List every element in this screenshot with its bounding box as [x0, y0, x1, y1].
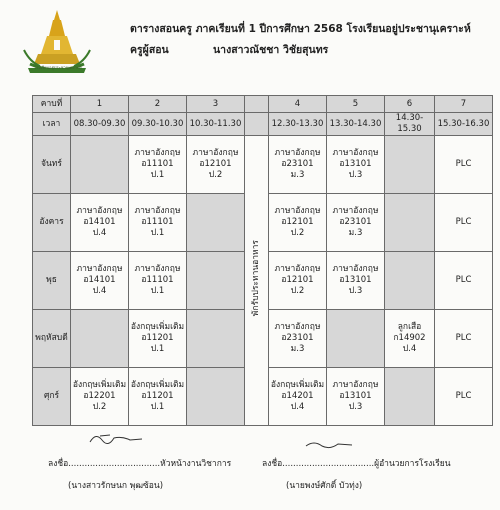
right-signature-scribble: [300, 436, 360, 452]
grade-level: ป.2: [208, 170, 223, 180]
grade-level: ป.1: [150, 228, 165, 238]
right-signature-name: (นายพงษ์ศักดิ์ บัวทุ่ง): [286, 481, 363, 491]
grade-level: ม.3: [348, 228, 363, 238]
period-5: 5: [327, 96, 385, 113]
time-6: 14.30-15.30: [385, 113, 435, 136]
time-5: 13.30-14.30: [327, 113, 385, 136]
grade-level: ป.1: [150, 286, 165, 296]
day-label: พุธ: [33, 252, 71, 310]
class-slot: [269, 310, 327, 368]
grade-level: ป.3: [348, 286, 363, 296]
empty-slot: [187, 310, 245, 368]
course-code: อ11101: [141, 275, 174, 285]
subject-name: ภาษาอังกฤษ: [332, 380, 379, 390]
course-code: อ13101: [339, 275, 372, 285]
teacher-label: ครูผู้สอน: [130, 44, 169, 56]
period-4: 4: [269, 96, 327, 113]
subject-name: ภาษาอังกฤษ: [192, 148, 239, 158]
lunch-time-cell: [245, 113, 269, 136]
class-slot: [435, 310, 493, 368]
lunch-column-header: [245, 96, 269, 113]
empty-slot: [385, 368, 435, 426]
empty-slot: [187, 194, 245, 252]
grade-level: ม.3: [290, 344, 305, 354]
subject-name: PLC: [455, 217, 472, 227]
subject-name: PLC: [455, 333, 472, 343]
empty-slot: [327, 310, 385, 368]
subject-name: ภาษาอังกฤษ: [134, 148, 181, 158]
class-slot: [327, 136, 385, 194]
class-slot: [71, 252, 129, 310]
subject-name: อังกฤษเพิ่มเติม: [270, 380, 325, 390]
subject-name: ภาษาอังกฤษ: [274, 148, 321, 158]
subject-name: ภาษาอังกฤษ: [76, 264, 123, 274]
subject-name: ภาษาอังกฤษ: [274, 322, 321, 332]
left-signature-line: ลงชื่อ..................................หัวหน้างานวิชาการ: [48, 459, 232, 469]
day-label: ศุกร์: [33, 368, 71, 426]
grade-level: ป.1: [150, 402, 165, 412]
grade-level: ป.4: [290, 402, 305, 412]
logo-caption: โรงเรียนอยู่ประชานุเคราะห์: [34, 65, 82, 70]
time-4: 12.30-13.30: [269, 113, 327, 136]
class-slot: [435, 252, 493, 310]
class-slot: [269, 194, 327, 252]
class-slot: [269, 252, 327, 310]
period-2: 2: [129, 96, 187, 113]
grade-level: ป.1: [150, 170, 165, 180]
day-label: อังคาร: [33, 194, 71, 252]
day-label: จันทร์: [33, 136, 71, 194]
course-code: อ13101: [339, 391, 372, 401]
time-row: [33, 113, 493, 136]
course-code: อ14101: [83, 217, 116, 227]
course-code: ก14902: [393, 333, 426, 343]
class-slot: [435, 136, 493, 194]
empty-slot: [187, 252, 245, 310]
day-label: พฤหัสบดี: [33, 310, 71, 368]
subject-name: ภาษาอังกฤษ: [134, 206, 181, 216]
left-signature-scribble: [86, 430, 146, 446]
course-code: อ11101: [141, 159, 174, 169]
course-code: อ12201: [83, 391, 116, 401]
subject-name: ภาษาอังกฤษ: [332, 264, 379, 274]
teacher-name: นางสาวณัชชา วิชัยสุนทร: [213, 44, 329, 56]
grade-level: ป.4: [402, 344, 417, 354]
grade-level: ป.3: [348, 170, 363, 180]
course-code: อ11101: [141, 217, 174, 227]
subject-name: ภาษาอังกฤษ: [274, 206, 321, 216]
subject-name: ลูกเสือ: [397, 322, 422, 332]
grade-level: ป.1: [150, 344, 165, 354]
course-code: อ23101: [339, 217, 372, 227]
subject-name: ภาษาอังกฤษ: [274, 264, 321, 274]
subject-name: PLC: [455, 391, 472, 401]
class-slot: [129, 194, 187, 252]
class-slot: [269, 368, 327, 426]
course-code: อ11201: [141, 391, 174, 401]
subject-name: ภาษาอังกฤษ: [134, 264, 181, 274]
course-code: อ12101: [281, 217, 314, 227]
subject-name: PLC: [455, 159, 472, 169]
course-code: อ12101: [281, 275, 314, 285]
class-slot: [327, 252, 385, 310]
left-signature-name: (นางสาวรักษนก พุฒซ้อน): [68, 481, 164, 491]
course-code: อ23101: [281, 333, 314, 343]
empty-slot: [385, 194, 435, 252]
pagoda-emblem-icon: [24, 10, 90, 73]
class-slot: [385, 310, 435, 368]
subject-name: อังกฤษเพิ่มเติม: [72, 380, 127, 390]
empty-slot: [385, 136, 435, 194]
subject-name: ภาษาอังกฤษ: [332, 206, 379, 216]
course-code: อ12101: [199, 159, 232, 169]
lunch-break-label: พักรับประทานอาหาร: [251, 240, 261, 317]
grade-level: ป.2: [92, 402, 107, 412]
subject-name: ภาษาอังกฤษ: [332, 148, 379, 158]
lunch-break-cell: [245, 136, 269, 426]
grade-level: ป.4: [92, 228, 107, 238]
period-6: 6: [385, 96, 435, 113]
time-3: 10.30-11.30: [187, 113, 245, 136]
table-row: [33, 136, 493, 194]
grade-level: ม.3: [290, 170, 305, 180]
class-slot: [129, 368, 187, 426]
class-slot: [187, 136, 245, 194]
class-slot: [71, 368, 129, 426]
page-title: ตารางสอนครู ภาคเรียนที่ 1 ปีการศึกษา 2568 โรงเรียนอยู่ประชานุเคราะห์: [130, 23, 471, 35]
period-1: 1: [71, 96, 129, 113]
empty-slot: [71, 310, 129, 368]
time-7: 15.30-16.30: [435, 113, 493, 136]
course-code: อ14201: [281, 391, 314, 401]
time-1: 08.30-09.30: [71, 113, 129, 136]
class-slot: [71, 194, 129, 252]
class-slot: [327, 368, 385, 426]
empty-slot: [187, 368, 245, 426]
grade-level: ป.4: [92, 286, 107, 296]
subject-name: ภาษาอังกฤษ: [76, 206, 123, 216]
course-code: อ23101: [281, 159, 314, 169]
class-slot: [129, 310, 187, 368]
period-3: 3: [187, 96, 245, 113]
class-slot: [129, 252, 187, 310]
time-header-label: เวลา: [33, 113, 71, 136]
grade-level: ป.2: [290, 228, 305, 238]
class-slot: [129, 136, 187, 194]
course-code: อ13101: [339, 159, 372, 169]
class-slot: [327, 194, 385, 252]
right-signature-line: ลงชื่อ..................................ผู้อำนวยการโรงเรียน: [262, 459, 451, 469]
school-logo: [10, 6, 104, 84]
timetable: [32, 95, 493, 426]
period-row: [33, 96, 493, 113]
grade-level: ป.3: [348, 402, 363, 412]
subject-name: อังกฤษเพิ่มเติม: [130, 322, 185, 332]
class-slot: [435, 194, 493, 252]
subject-name: PLC: [455, 275, 472, 285]
empty-slot: [385, 252, 435, 310]
course-code: อ11201: [141, 333, 174, 343]
period-7: 7: [435, 96, 493, 113]
grade-level: ป.2: [290, 286, 305, 296]
empty-slot: [71, 136, 129, 194]
subject-name: อังกฤษเพิ่มเติม: [130, 380, 185, 390]
time-2: 09.30-10.30: [129, 113, 187, 136]
class-slot: [269, 136, 327, 194]
course-code: อ14101: [83, 275, 116, 285]
period-header-label: คาบที่: [33, 96, 71, 113]
class-slot: [435, 368, 493, 426]
